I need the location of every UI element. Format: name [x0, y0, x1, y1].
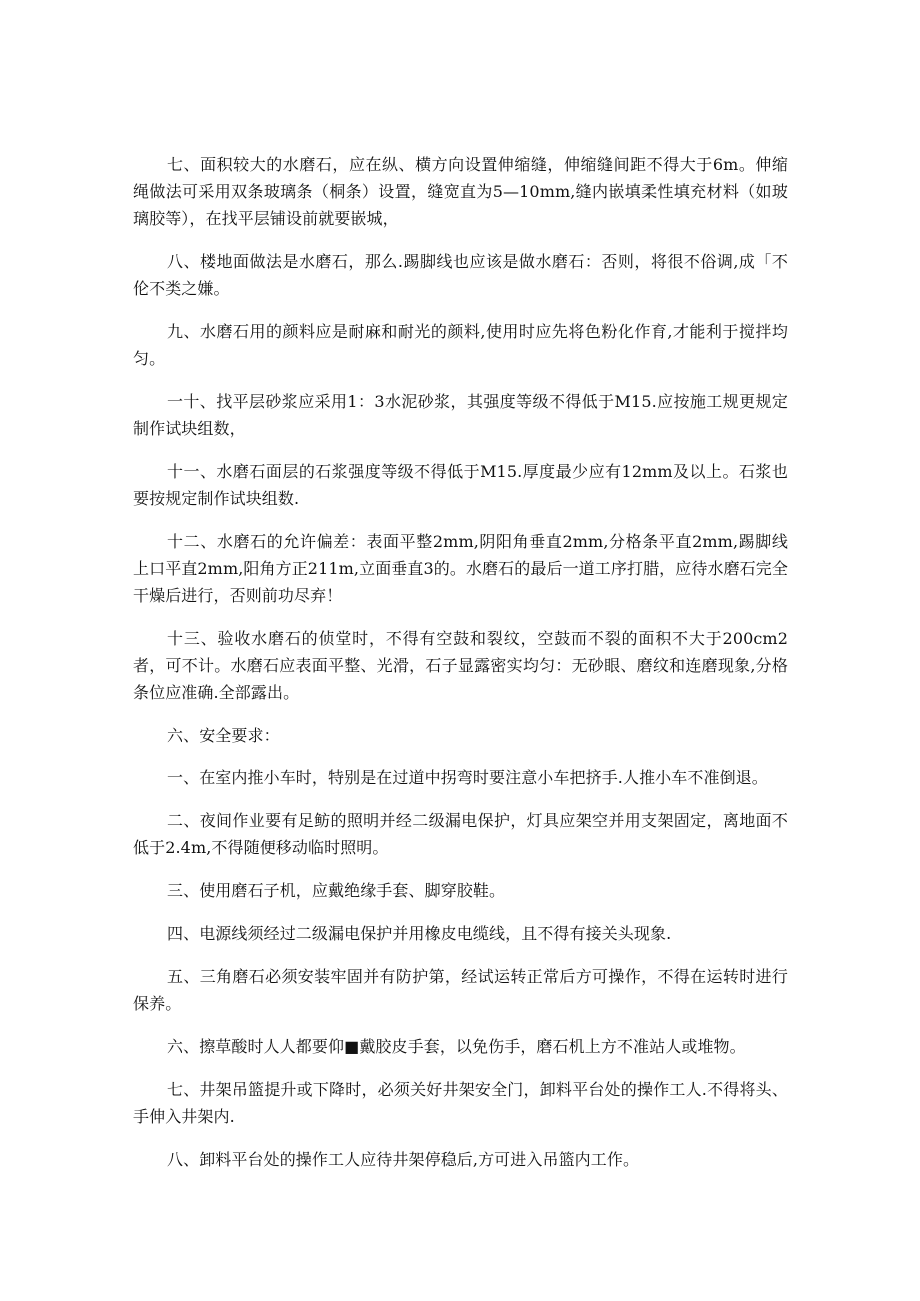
paragraph-item-8-skirting: 八、楼地面做法是水磨石，那么.踢脚线也应该是做水磨石：否则，将很不俗调,成「不伦不类之嫌。 — [133, 252, 788, 298]
paragraph-item-7-expansion-joints: 七、面积较大的水磨石，应在纵、横方向设置伸缩缝，伸缩缝间距不得大于6m。伸缩绳做法可采用双条玻璃条（桐条）设置，缝宽直为5—10mm,缝内嵌填柔性填充材料（如玻璃胶等），在找平层铺设前就要嵌城， — [133, 155, 788, 228]
paragraph-item-11-stone-slurry: 十一、水磨石面层的石浆强度等级不得低于M15.厚度最少应有12mm及以上。石浆也要按规定制作试块组数. — [133, 462, 788, 508]
paragraph-item-10-leveling-mortar: 一十、找平层砂浆应采用1：3水泥砂浆，其强度等级不得低于M15.应按施工规更规定制作试块组数， — [133, 392, 788, 438]
safety-item-3-grinder-ppe: 三、使用磨石子机，应戴绝缘手套、脚穿胶鞋。 — [167, 881, 506, 900]
paragraph-item-9-pigment: 九、水磨石用的颜料应是耐麻和耐光的颜料,使用时应先将色粉化作育,才能利于搅拌均匀。 — [133, 322, 788, 368]
safety-item-4-power-cable: 四、电源线须经过二级漏电保护并用橡皮电缆线，且不得有接关头现象. — [167, 924, 672, 943]
safety-item-2-night-lighting: 二、夜间作业要有足鲂的照明并经二级漏电保护，灯具应架空并用支架固定，离地面不低于2.4m,不得随便移动临时照明。 — [133, 811, 788, 857]
section-heading-safety-requirements: 六、安全要求： — [167, 726, 280, 745]
safety-item-8-unloading-platform: 八、卸料平台处的操作工人应待井架停稳后,方可进入吊篮内工作。 — [167, 1150, 640, 1169]
safety-item-1-cart: 一、在室内推小车时，特别是在过道中拐弯时要注意小车把挤手.人推小车不准倒退。 — [167, 768, 768, 787]
safety-item-7-hoist-cage: 七、井架吊篮提升或下降时，必须关好井架安全门，卸料平台处的操作工人.不得将头、手伸入井架内. — [133, 1080, 788, 1126]
safety-item-6-oxalic-acid: 六、擦草酸时人人都要仰■戴胶皮手套，以免伤手，磨石机上方不准站人或堆物。 — [167, 1037, 746, 1056]
document-body — [133, 151, 788, 1189]
safety-item-5-triangle-grinder: 五、三角磨石必须安装牢固并有防护第，经试运转正常后方可操作，不得在运转时进行保养。 — [133, 967, 788, 1013]
paragraph-item-12-tolerance: 十二、水磨石的允许偏差：表面平整2mm,阴阳角垂直2mm,分格条平直2mm,踢脚线上口平直2mm,阳角方正211m,立面垂直3的。水磨石的最后一道工序打腊，应待水磨石完全干燥后进行，否则前功尽弃！ — [133, 532, 788, 605]
paragraph-item-13-acceptance: 十三、验收水磨石的侦堂时，不得有空鼓和裂纹，空鼓而不裂的面积不大于200cm2者，可不计。水磨石应表面平整、光滑，石子显露密实均匀：无砂眼、磨纹和连磨现象,分格条位应准确.全部露出。 — [133, 629, 788, 702]
